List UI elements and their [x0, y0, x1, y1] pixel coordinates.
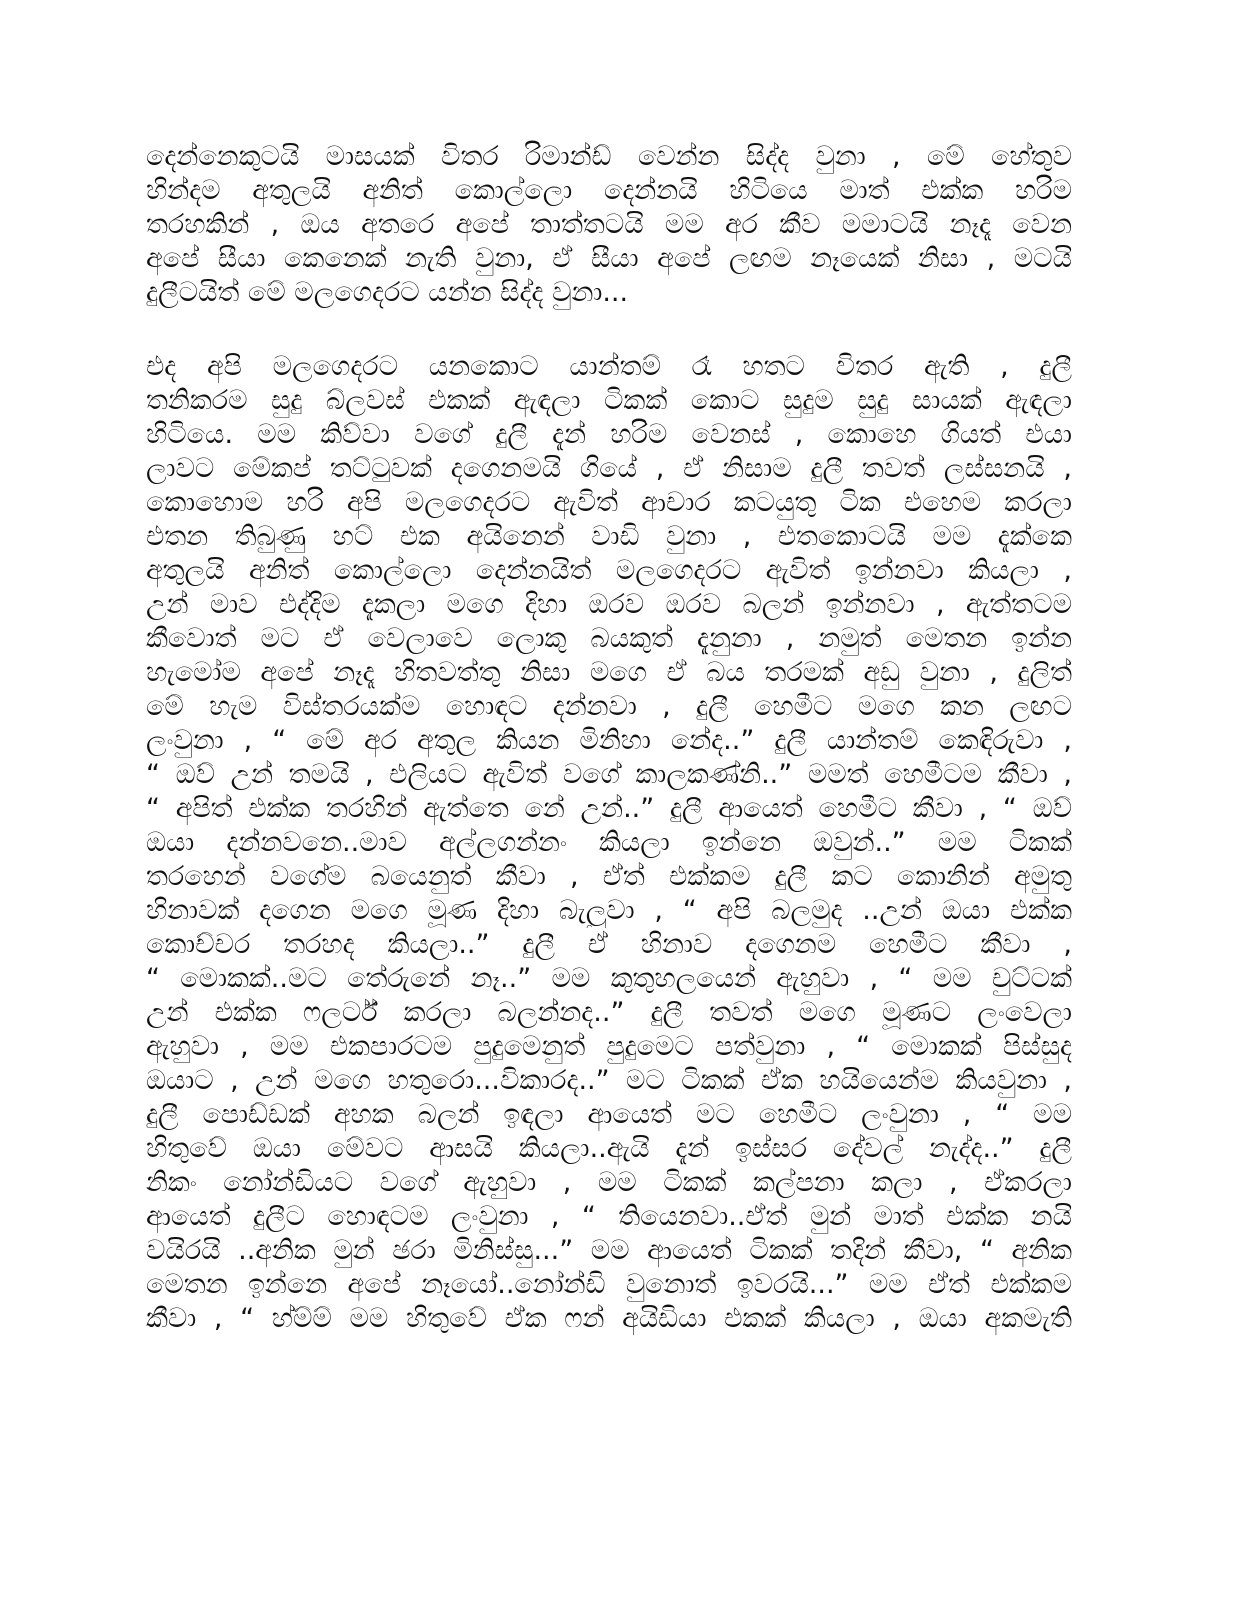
text-line: එද අපි මලගෙදරට යනකොට යාන්තම් රෑ හතට විතර ඇති , දුලී [146, 351, 1072, 382]
text-line: හැමෝම අපේ නෑදෑ හිතවත්තු නිසා මගෙ ඒ බය තරමක් අඩු වුනා , දුලිත් [146, 657, 1072, 688]
text-line: හින්දම අතුලයි අනිත් කොල්ලො දෙන්නයි හිටියෙ මාත් එක්ක හරිම [146, 175, 1072, 206]
text-line: “ මොකක්..මට තේරුනේ නෑ..” මම කුතුහලයෙන් ඇහුවා , “ මම චුට්ටක් [146, 963, 1072, 994]
text-line: දෙන්නෙකුටයි මාසයක් විතර රිමාන්ඩ් වෙන්න සිද්ද වුනා , මේ හේතුව [146, 141, 1072, 172]
text-line: දුලීටයිත් මේ මලගෙදරට යන්න සිද්ද වුනා... [146, 277, 629, 308]
text-line: දුලී පොඩ්ඩක් අහක බලන් ඉඳලා ආයෙත් මට හෙමීට ලංවුනා , “ මම [146, 1099, 1072, 1130]
text-line: වයිරයි ..අනික මුන් ඡරා මිනිස්සු...” මම ආයෙත් ටිකක් තදින් කීවා, “ අනික [146, 1235, 1072, 1266]
text-line: ඇහුවා , මම එකපාරටම පුදුමෙනුත් පුදුමෙට පත්වුනා , “ මොකක් පිස්සුද [146, 1031, 1072, 1062]
text-line: හිටියෙ. මම කිව්වා වගේ දුලී දැන් හරිම වෙනස් , කොහෙ ගියත් එයා [146, 419, 1072, 450]
paragraph-1 [146, 140, 1072, 310]
text-line: ලාවට මේකප් තට්ටුවක් දගෙනමයි ගියේ , ඒ නිසාම දුලී තවත් ලස්සනයි , [146, 453, 1072, 484]
text-line: ලංවුනා , “ මේ අර අතුල කියන මිනිහා නේද..” දුලී යාන්තම් කෙඳිරුවා , [146, 725, 1072, 756]
text-line: තනිකරම සුදු බ්ලවස් එකක් ඇඳලා ටිකක් කොට සුදුම සුදු සායක් ඇඳලා [146, 385, 1072, 416]
text-line: මේ හැම විස්තරයක්ම හොඳට දන්නවා , දුලී හෙමීට මගෙ කන ලඟට [146, 691, 1072, 722]
text-line: කීවා , “ හ්ම්ම් මම හිතුවේ ඒක ෆන් අයිඩියා එකක් කියලා , ඔයා අකමැති [146, 1303, 1072, 1334]
text-line: මෙතන ඉන්නෙ අපේ නෑයෝ..නෝන්ඩි වුනොත් ඉවරයි...” මම ඒත් එක්කම [146, 1269, 1072, 1300]
text-line: “ ඔව් උන් තමයි , එලියට ඇවිත් වගේ කාලකණ්නි..” මමත් හෙමීටම කීවා , [146, 759, 1072, 790]
text-line: තරහෙන් වගේම බයෙනුත් කීවා , ඒත් එක්කම දුලී කට කොනින් අමුතු [146, 861, 1072, 892]
text-line: අපේ සීයා කෙනෙක් නැති වුනා, ඒ සීයා අපේ ලඟම නෑයෙක් නිසා , මටයි [146, 243, 1072, 274]
text-line: උන් එක්ක ෆලර්ට් කරලා බලන්නද..” දුලී තවත් මගෙ මූණට ලංවෙලා [146, 997, 1072, 1028]
text-line: එතන තිබුණු හට් එක අයිනෙන් වාඩි වුනා , එතකොටයි මම දැක්කෙ [146, 521, 1072, 552]
text-line: “ අපිත් එක්ක තරහින් ඇත්තෙ නේ උන්..” දුලී ආයෙත් හෙමීට කීවා , “ ඔව් [146, 793, 1072, 824]
text-line: කොහොම හරි අපි මලගෙදරට ඇවිත් ආචාර කටයුතු ටික එහෙම කරලා [146, 487, 1072, 518]
text-line: හිනාවක් දගෙන මගෙ මූණ දිහා බැලුවා , “ අපි බලමුද ..උන් ඔයා එක්ක [146, 895, 1072, 926]
text-line: නිකං නෝන්ඩියට වගේ ඇහුවා , මම ටිකක් කල්පනා කලා , ඒකරලා [146, 1167, 1072, 1198]
text-line: තරහකින් , ඔය අතරෙ අපේ තාත්තටයි මම අර කීව මමාටයි නෑදෑ වෙන [146, 209, 1072, 240]
paragraph-2 [146, 350, 1072, 1336]
text-line: උන් මාව එද්දිම දැකලා මගෙ දිහා ඔරව ඔරව බලන් ඉන්නවා , ඇත්තටම [146, 589, 1072, 620]
text-line: අතුලයි අනිත් කොල්ලො දෙන්නයිත් මලගෙදරට ඇවිත් ඉන්නවා කියලා , [146, 555, 1072, 586]
text-line: ඔයා දන්නවනෙ..මාව අල්ලගන්නං කියලා ඉන්නෙ ඔවුන්..” මම ටිකක් [146, 827, 1072, 858]
text-line: ආයෙත් දුලීට හොඳටම ලංවුනා , “ තියෙනවා..ඒත් මුන් මාත් එක්ක නයි [146, 1201, 1072, 1232]
document-body [146, 140, 1072, 1336]
text-line: කොච්චර තරහද කියලා..” දුලී ඒ හිනාව දගෙනම හෙමීට කීවා , [146, 929, 1072, 960]
paragraph-spacer [146, 310, 1072, 350]
text-line: කීවොත් මට ඒ වෙලාවෙ ලොකු බයකුත් දැනුනා , නමුත් මෙතන ඉන්න [146, 623, 1072, 654]
text-line: ඔයාට , උන් මගෙ හතුරො...විකාරද..” මට ටිකක් ඒක හයියෙන්ම කියවුනා , [146, 1065, 1072, 1096]
text-line: හිතුවේ ඔයා මේවට ආසයි කියලා..ඇයි දැන් ඉස්සර දේවල් නැද්ද..” දුලී [146, 1133, 1072, 1164]
